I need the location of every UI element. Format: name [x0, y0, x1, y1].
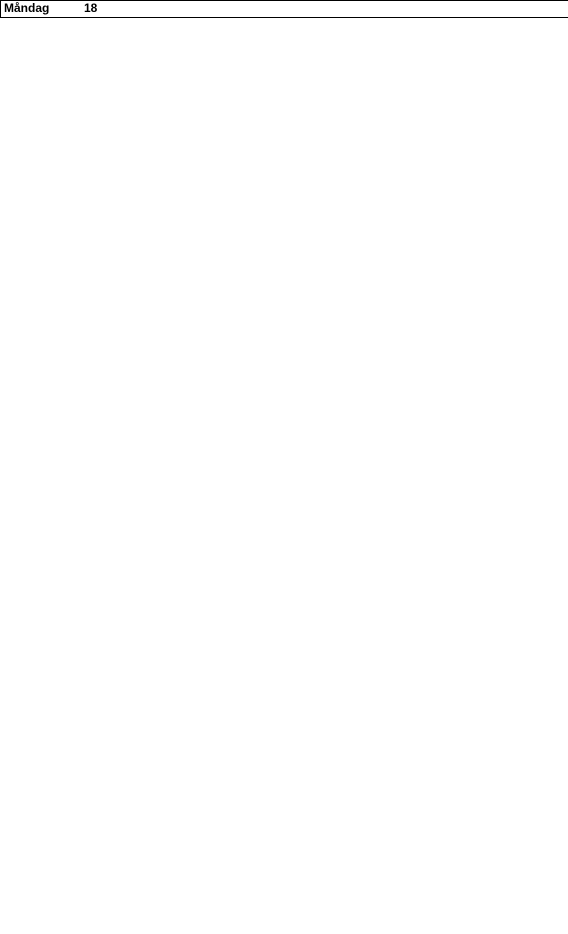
day-name: Måndag — [4, 1, 50, 15]
day-date: 18 — [84, 1, 98, 15]
day-header-row — [0, 0, 568, 18]
day-name-cell[interactable] — [0, 0, 125, 18]
